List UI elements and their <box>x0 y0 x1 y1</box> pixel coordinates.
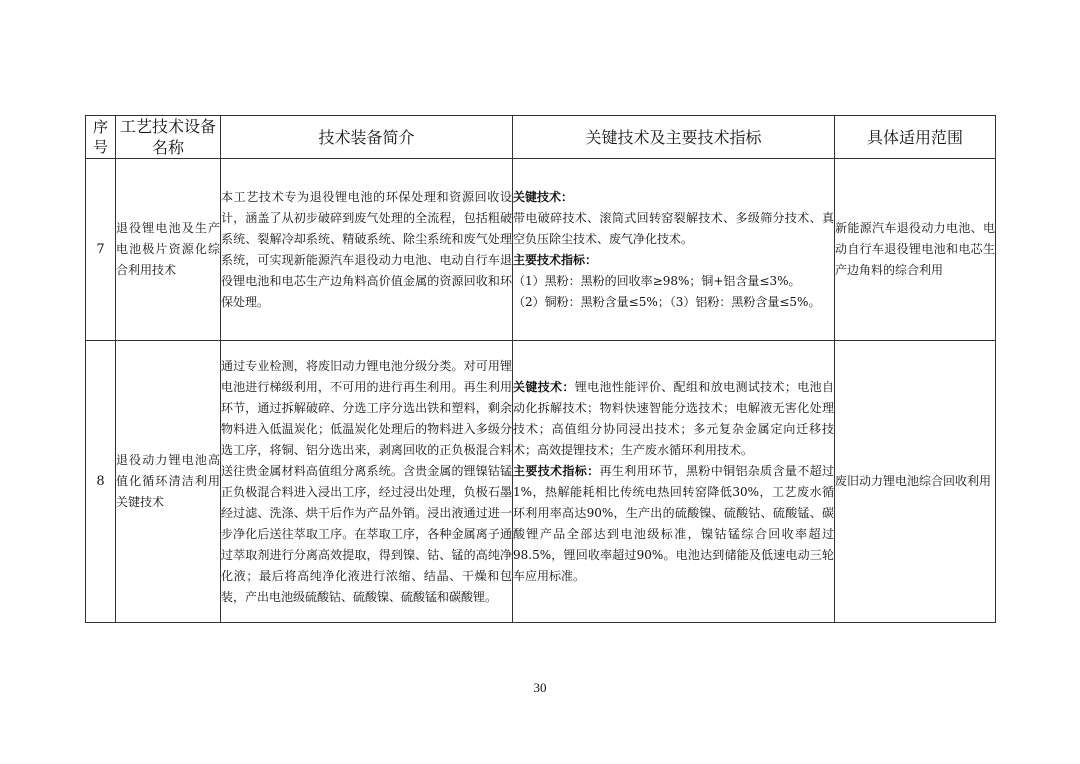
key-tech-paragraph <box>513 377 834 461</box>
row-intro: 通过专业检测，将废旧动力锂电池分级分类。对可用锂电池进行梯级利用，不可用的进行再生利用。再生利用环节，通过拆解破碎、分选工序分选出铁和塑料，剩余物料进入低温炭化；低温炭化处理后的物料进入多级分选工序，将铜、铝分选出来，剥离回收的正负极混合料送往贵金属材料高值组分离系统。含贵金属的锂镍钴锰正负极混合料进入浸出工序，经过浸出处理，负极石墨经过滤、洗涤、烘干后作为产品外销。浸出液通过进一步净化后送往萃取工序。在萃取工序，各种金属离子通过萃取剂进行分离高效提取，得到镍、钴、锰的高纯净化液；最后将高纯净化液进行浓缩、结晶、干燥和包装，产出电池级硫酸钴、硫酸镍、硫酸锰和碳酸锂。 <box>221 341 513 623</box>
key-tech-label: 关键技术： <box>513 379 575 394</box>
row-name: 退役动力锂电池高值化循环清洁利用关键技术 <box>116 341 221 623</box>
technology-table <box>85 115 996 623</box>
row-intro: 本工艺技术专为退役锂电池的环保处理和资源回收设计，涵盖了从初步破碎到废气处理的全流程，包括粗破系统、裂解冷却系统、精破系统、除尘系统和废气处理系统，可实现新能源汽车退役动力电池、电动自行车退役锂电池和电芯生产边角料高价值金属的资源回收和环保处理。 <box>221 159 513 341</box>
header-name: 工艺技术设备名称 <box>116 116 221 159</box>
table-header-row <box>86 116 996 159</box>
index-line-1: （1）黑粉：黑粉的回收率≥98%；铜+铝含量≤3%。 <box>513 273 801 288</box>
index-paragraph <box>513 461 834 587</box>
page-number: 30 <box>533 680 547 695</box>
header-no: 序号 <box>86 116 116 159</box>
row-key-tech <box>513 341 835 623</box>
key-tech-text: 带电破碎技术、滚筒式回转窑裂解技术、多级筛分技术、真空负压除尘技术、废气净化技术。 <box>513 210 834 246</box>
table-row <box>86 159 996 341</box>
row-name: 退役锂电池及生产电池极片资源化综合利用技术 <box>116 159 221 341</box>
table-row <box>86 341 996 623</box>
row-number: 7 <box>86 159 116 341</box>
header-key: 关键技术及主要技术指标 <box>513 116 835 159</box>
row-key-tech <box>513 159 835 341</box>
index-label: 主要技术指标： <box>513 463 600 478</box>
header-scope: 具体适用范围 <box>835 116 996 159</box>
key-tech-label: 关键技术： <box>513 189 574 204</box>
header-intro: 技术装备简介 <box>221 116 513 159</box>
index-text: 再生利用环节，黑粉中铜铝杂质含量不超过1%，热解能耗相比传统电热回转窑降低30%，工艺废水循环利用率高达90%，生产出的硫酸镍、硫酸钴、硫酸锰、碳酸锂产品全部达到电池级标准，镍钴锰综合回收率超过98.5%，锂回收率超过90%。电池达到储能及低速电动三轮车应用标准。 <box>513 463 834 583</box>
index-line-2: （2）铜粉：黑粉含量≤5%；（3）铝粉：黑粉含量≤5%。 <box>513 294 821 309</box>
row-number: 8 <box>86 341 116 623</box>
key-tech-text: 锂电池性能评价、配组和放电测试技术；电池自动化拆解技术；物料快速智能分选技术；电解液无害化处理技术；高值组分协同浸出技术；多元复杂金属定向迁移技术；高效提锂技术；生产废水循环利用技术。 <box>513 379 834 457</box>
row-scope: 新能源汽车退役动力电池、电动自行车退役锂电池和电芯生产边角料的综合利用 <box>835 159 996 341</box>
index-label: 主要技术指标： <box>513 252 598 267</box>
row-scope: 废旧动力锂电池综合回收利用 <box>835 341 996 623</box>
